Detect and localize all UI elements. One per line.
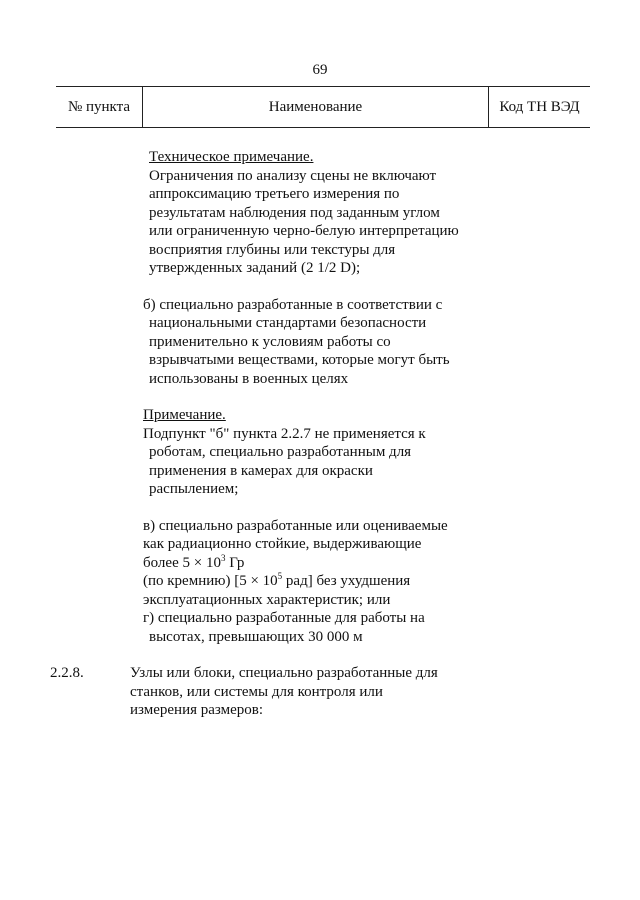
table-header	[56, 86, 590, 128]
subitem-b-line: использованы в военных целях	[149, 370, 349, 387]
technical-note-line: восприятия глубины или текстуры для	[149, 241, 396, 258]
note	[143, 406, 503, 499]
technical-note-line: утвержденных заданий (2 1/2 D);	[149, 260, 361, 276]
note-title: Примечание.	[143, 407, 226, 423]
header-name: Наименование	[143, 87, 489, 127]
subitem-b-line: национальными стандартами безопасности	[149, 315, 427, 331]
note-line: применения в камерах для окраски	[149, 462, 373, 479]
dose-exponent: 3	[220, 552, 226, 563]
item-number: 2.2.8.	[50, 665, 84, 681]
item-content	[143, 148, 503, 664]
item-description-line: станков, или системы для контроля или	[130, 683, 383, 700]
header-code: Код ТН ВЭД	[499, 98, 580, 115]
technical-note-title: Техническое примечание.	[149, 149, 314, 165]
item-description	[130, 664, 490, 720]
dose-unit: Гр	[225, 554, 245, 571]
subitem-v-dose	[143, 554, 503, 573]
technical-note-line: аппроксимацию третьего измерения по	[149, 186, 400, 202]
subitem-v-rad	[143, 572, 503, 591]
technical-note-line: или ограниченную черно-белую интерпретацию	[149, 223, 459, 239]
note-line: Подпункт "б" пункта 2.2.7 не применяется к	[143, 425, 426, 442]
technical-note-line: Ограничения по анализу сцены не включают	[149, 167, 437, 184]
item-2-2-8	[50, 664, 490, 720]
note-line: распылением;	[149, 481, 239, 497]
subitem-g-line: высотах, превышающих 30 000 м	[149, 628, 363, 645]
rad-exponent: 5	[277, 571, 283, 581]
note-line: роботам, специально разработанным для	[149, 444, 412, 460]
dose-text: более 5 × 10	[143, 554, 221, 571]
header-item-number: № пункта	[56, 87, 143, 127]
subitem-b	[143, 296, 503, 389]
item-description-line: измерения размеров:	[130, 702, 264, 718]
rad-text: (по кремнию) [5 × 10	[143, 573, 278, 589]
item-description-line: Узлы или блоки, специально разработанные для	[130, 665, 438, 681]
subitem-g-line: г) специально разработанные для работы на	[143, 610, 425, 626]
subitem-v-line: в) специально разработанные или оцениваемые	[143, 517, 448, 534]
subitem-v-line: как радиационно стойкие, выдерживающие	[143, 536, 422, 552]
subitem-b-line: применительно к условиям работы со	[149, 333, 391, 350]
technical-note	[143, 148, 503, 278]
technical-note-line: результатам наблюдения под заданным углом	[149, 204, 440, 221]
subitem-b-line: взрывчатыми веществами, которые могут быть	[149, 352, 450, 368]
subitem-v	[143, 517, 503, 647]
rad-suffix: рад] без ухудшения	[282, 573, 411, 589]
page-number: 69	[312, 62, 328, 78]
subitem-b-line: б) специально разработанные в соответствии с	[143, 296, 443, 313]
subitem-v-line: эксплуатационных характеристик; или	[143, 591, 391, 608]
